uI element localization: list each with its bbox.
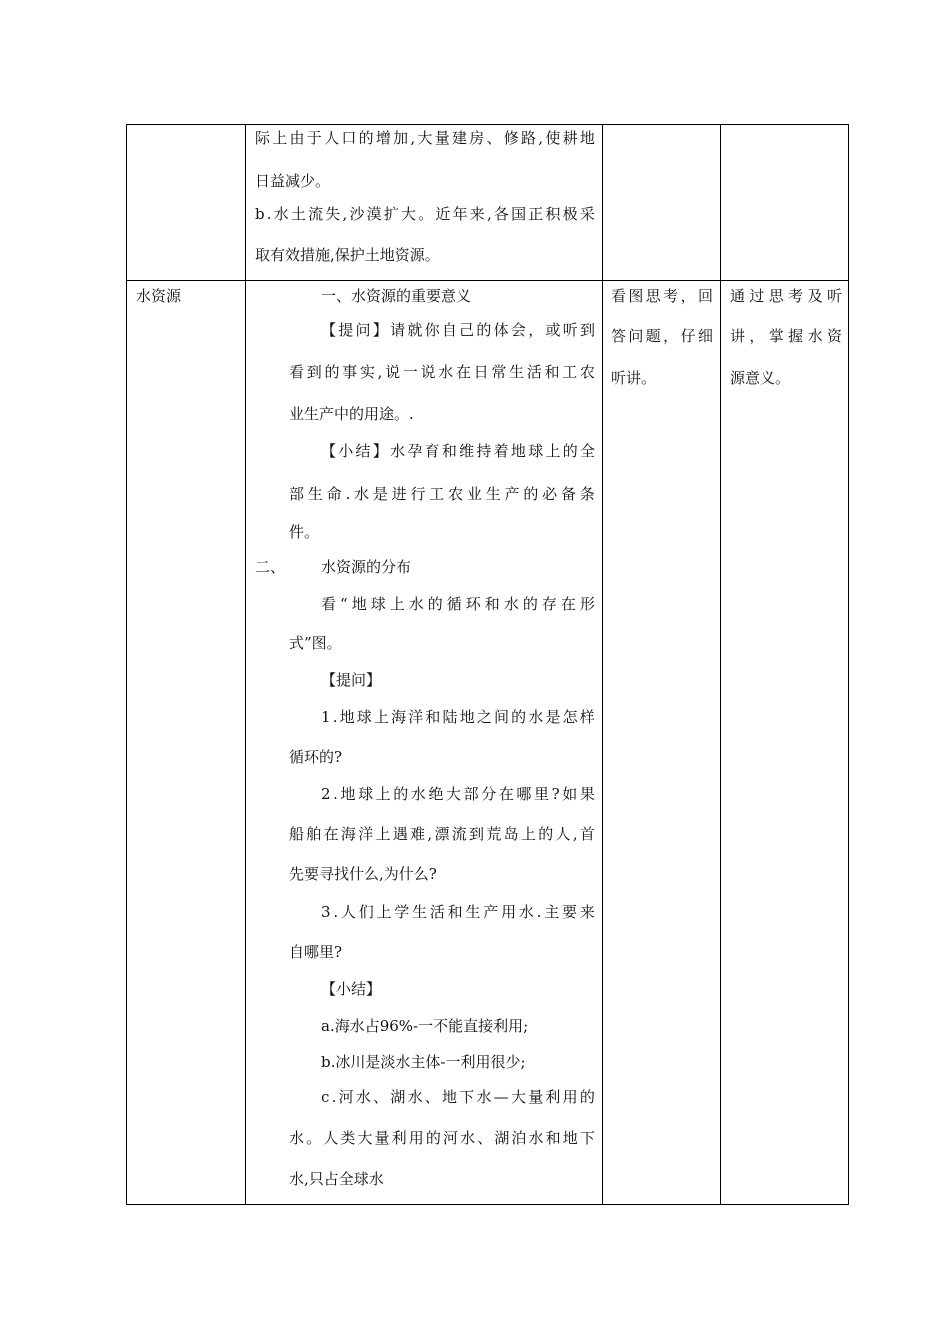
design-intent-line: 源意义。 xyxy=(730,369,791,387)
summary-line: 件。 xyxy=(289,523,320,541)
table-border-bottom xyxy=(126,1204,849,1205)
row-divider xyxy=(126,280,849,281)
summary-line: 【 小 结 】 水 孕 育 和 维 持 着 地 球 上 的 全 xyxy=(321,442,595,460)
figure-reference-line: 看 “ 地 球 上 水 的 循 环 和 水 的 存 在 形 xyxy=(321,595,595,613)
student-activity-line: 听讲。 xyxy=(611,369,657,387)
section-heading: 水资源的分布 xyxy=(321,558,412,576)
question-line: 船 舶 在 海 洋 上 遇 难 , 漂 流 到 荒 岛 上 的 人 , 首 xyxy=(289,825,595,843)
summary-item: b.冰川是淡水主体-一利用很少; xyxy=(321,1053,526,1071)
content-line: 取有效措施,保护土地资源。 xyxy=(255,246,440,264)
design-intent-line: 讲 ， 掌 握 水 资 xyxy=(730,327,842,345)
summary-line: 部 生 命 . 水 是 进 行 工 农 业 生 产 的 必 备 条 xyxy=(289,485,595,503)
question-line: 3 . 人 们 上 学 生 活 和 生 产 用 水 . 主 要 来 xyxy=(321,903,595,921)
question-line: 业生产中的用途。. xyxy=(289,405,414,423)
figure-reference-line: 式”图。 xyxy=(289,634,342,652)
question-line: 循环的? xyxy=(289,748,343,766)
content-line: b . 水 土 流 失 , 沙 漠 扩 大 。 近 年 来 , 各 国 正 积 极 采 xyxy=(255,205,595,223)
question-line: 【 提 问 】 请 就 你 自 己 的 体 会 ， 或 听 到 xyxy=(321,321,595,339)
column-divider xyxy=(720,124,721,1205)
topic-label: 水资源 xyxy=(136,287,182,305)
student-activity-line: 答 问 题 ， 仔 细 xyxy=(611,327,713,345)
question-line: 先要寻找什么,为什么? xyxy=(289,865,437,883)
summary-item: 水 。 人 类 大 量 利 用 的 河 水 、 湖 泊 水 和 地 下 xyxy=(289,1129,595,1147)
table-border-top xyxy=(126,124,849,125)
question-line: 2 . 地 球 上 的 水 绝 大 部 分 在 哪 里 ? 如 果 xyxy=(321,785,595,803)
content-line: 际 上 由 于 人 口 的 增 加 , 大 量 建 房 、 修 路 , 使 耕 地 xyxy=(255,129,595,147)
section-number: 二、 xyxy=(255,558,286,576)
table-border-right xyxy=(848,124,849,1205)
question-line: 看 到 的 事 实 , 说 一 说 水 在 日 常 生 活 和 工 农 xyxy=(289,363,595,381)
column-divider xyxy=(245,124,246,1205)
student-activity-line: 看 图 思 考 ， 回 xyxy=(611,287,713,305)
column-divider xyxy=(602,124,603,1205)
lesson-table xyxy=(126,124,849,1205)
table-border-left xyxy=(126,124,127,1205)
design-intent-line: 通 过 思 考 及 听 xyxy=(730,287,842,305)
summary-item: 水,只占全球水 xyxy=(289,1170,384,1188)
question-label: 【提问】 xyxy=(321,671,382,689)
question-line: 1 . 地 球 上 海 洋 和 陆 地 之 间 的 水 是 怎 样 xyxy=(321,708,595,726)
summary-item: a.海水占96%-一不能直接利用; xyxy=(321,1017,529,1035)
question-line: 自哪里? xyxy=(289,943,343,961)
section-heading: 一、水资源的重要意义 xyxy=(321,287,472,305)
summary-item: c . 河 水 、 湖 水 、 地 下 水 — 大 量 利 用 的 xyxy=(321,1088,595,1106)
summary-label: 【小结】 xyxy=(321,980,382,998)
content-line: 日益减少。 xyxy=(255,172,331,190)
